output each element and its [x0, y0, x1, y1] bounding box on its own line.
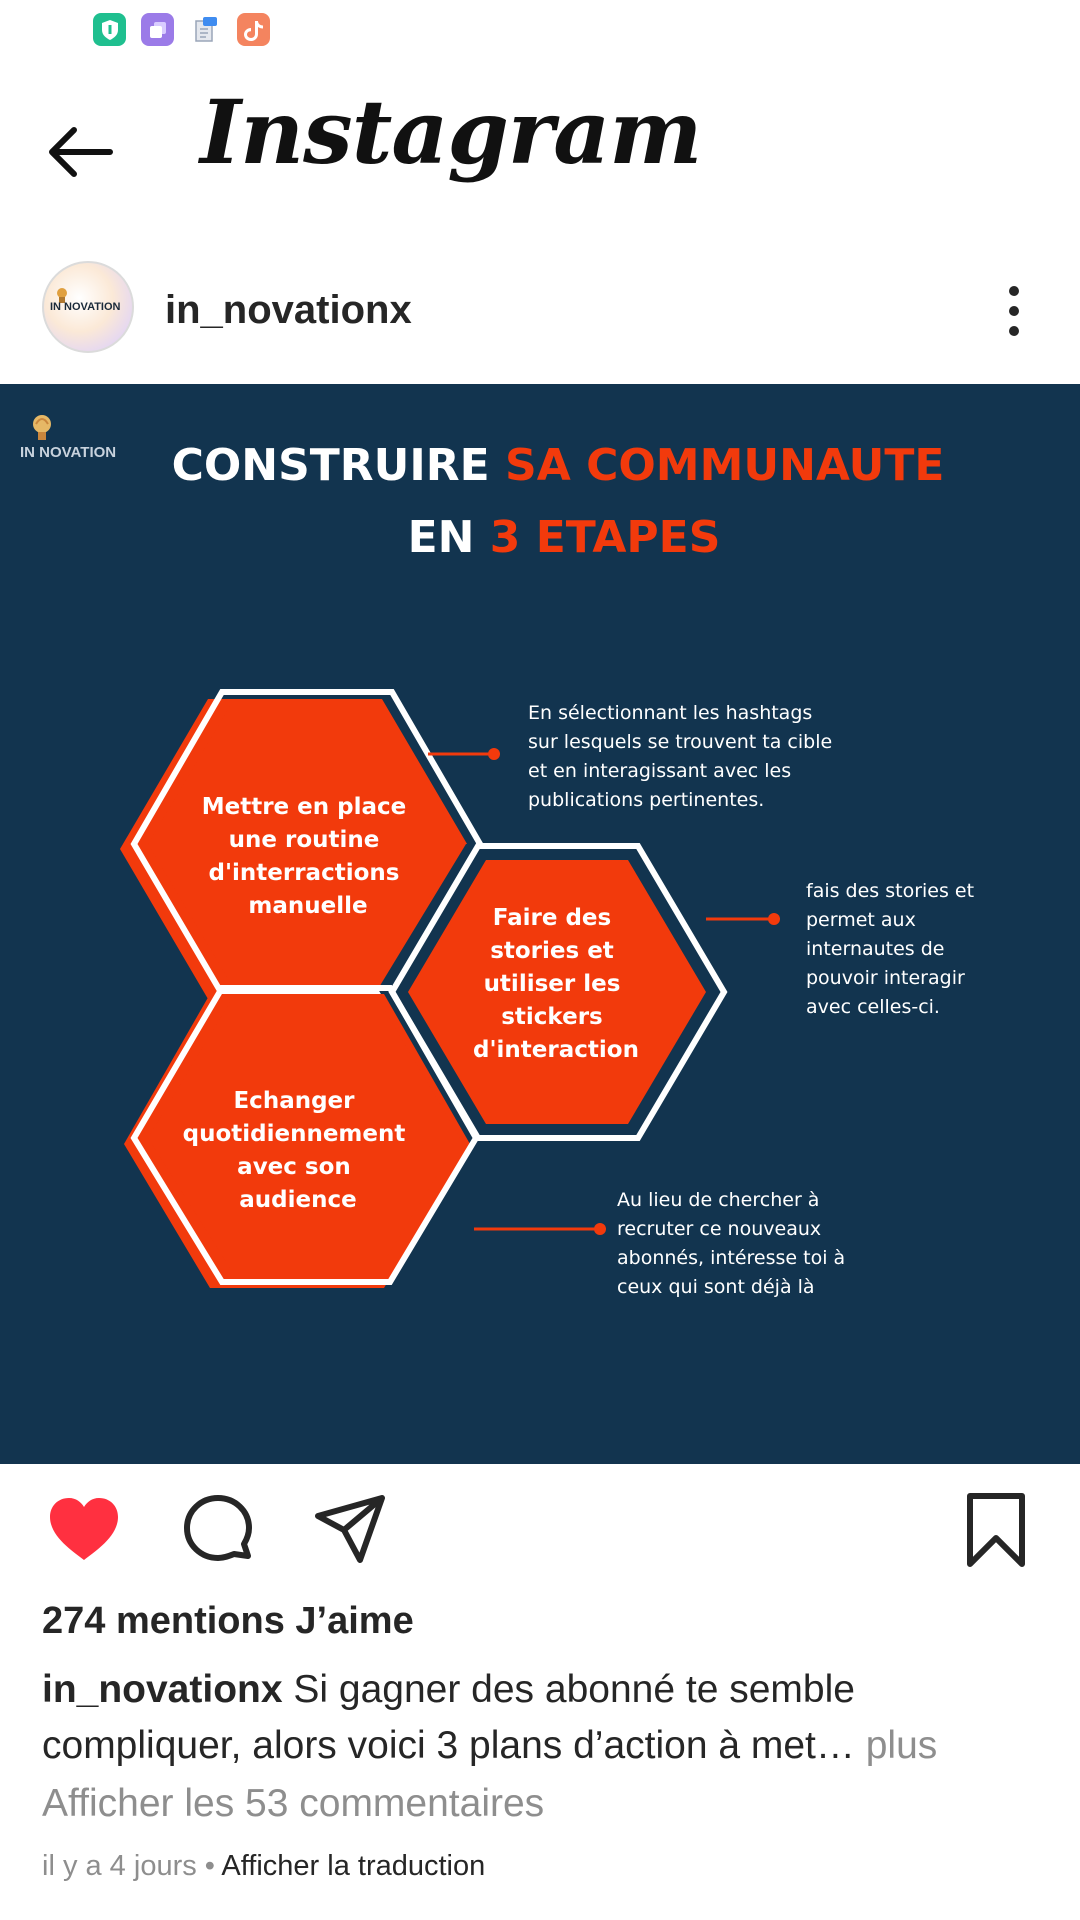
caption-username[interactable]: in_novationx — [42, 1668, 283, 1711]
send-icon — [310, 1490, 390, 1570]
back-button[interactable] — [40, 112, 136, 192]
instagram-logo: Instagram — [200, 80, 702, 184]
like-button[interactable] — [44, 1490, 124, 1570]
post-image[interactable] — [0, 384, 1080, 1464]
infographic-title-line1 — [172, 440, 945, 491]
step-3-note: Au lieu de chercher à recruter ce nouveaux abonnés, intéresse toi à ceux qui sont déjà là — [617, 1189, 846, 1298]
title-white-2: EN — [407, 512, 475, 563]
arrow-left-icon — [40, 112, 120, 192]
avatar-label: IN NOVATION — [50, 301, 121, 313]
tiktok-app-icon — [237, 13, 270, 46]
post-caption — [42, 1662, 1042, 1774]
step-1-label: Mettre en place une routine d'interractions manuelle — [201, 794, 407, 919]
comment-icon — [178, 1490, 258, 1570]
heart-filled-icon — [44, 1490, 124, 1570]
infographic-title-line2 — [408, 512, 721, 563]
stack-app-icon — [141, 13, 174, 46]
step-2-label: Faire des stories et utiliser les stickers d'interaction — [473, 905, 639, 1063]
shield-app-icon — [93, 13, 126, 46]
meta-separator: • — [196, 1850, 222, 1882]
logo-text: IN NOVATION — [20, 444, 117, 461]
title-white-1: CONSTRUIRE — [171, 440, 490, 491]
step-1-note: En sélectionnant les hashtags sur lesquels se trouvent ta cible et en interagissant avec les publications pertinentes. — [528, 702, 833, 811]
vertical-dots-icon — [990, 281, 1038, 341]
post-header — [0, 255, 1080, 380]
status-bar — [0, 0, 1080, 60]
document-app-icon — [189, 13, 222, 46]
infographic — [0, 384, 1080, 1464]
likes-count[interactable]: 274 mentions J’aime — [42, 1600, 414, 1642]
step-3-label: Echanger quotidiennement avec son audience — [182, 1088, 406, 1213]
view-comments-link[interactable]: Afficher les 53 commentaires — [42, 1782, 545, 1825]
caption-more-link[interactable]: plus — [854, 1724, 938, 1767]
step-2-note: fais des stories et permet aux internautes de pouvoir interagir avec celles-ci. — [806, 880, 975, 1018]
more-options-button[interactable] — [990, 281, 1038, 341]
caption-text: Si gagner des abonné te semble compliquer, alors voici 3 plans d’action à met… — [42, 1668, 855, 1767]
comment-button[interactable] — [178, 1490, 258, 1570]
post-actions — [0, 1490, 1080, 1580]
post-timestamp: il y a 4 jours — [42, 1850, 197, 1882]
translate-link[interactable]: Afficher la traduction — [221, 1850, 486, 1882]
avatar[interactable] — [42, 261, 134, 353]
post-username[interactable]: in_novationx — [165, 288, 412, 332]
bookmark-icon — [956, 1490, 1036, 1570]
save-button[interactable] — [956, 1490, 1036, 1570]
title-orange-2: 3 ETAPES — [489, 512, 721, 563]
app-header — [0, 60, 1080, 230]
share-button[interactable] — [310, 1490, 390, 1570]
post-meta — [42, 1850, 485, 1883]
title-orange-1: SA COMMUNAUTE — [505, 440, 945, 491]
